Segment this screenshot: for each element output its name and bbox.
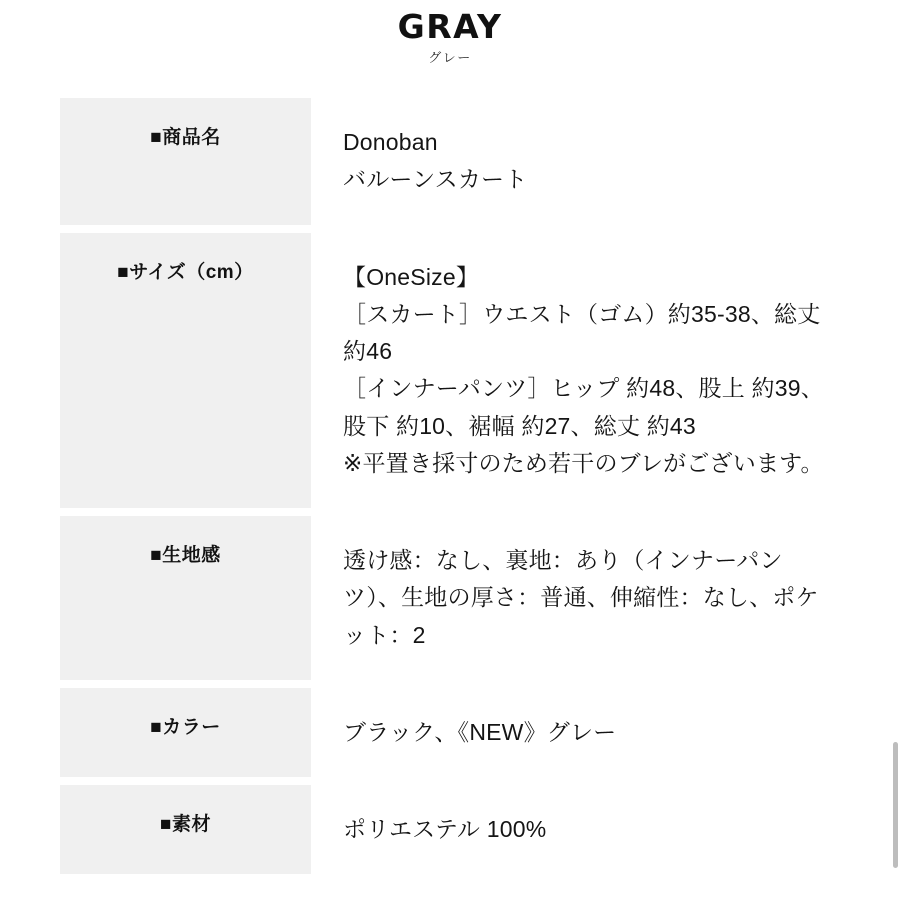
color-heading-subtitle: グレー [428,49,472,65]
spec-line: ※平置き採寸のため若干のブレがございます。 [343,449,824,476]
spec-line: バルーンスカート [343,166,528,193]
product-spec-table [60,90,840,882]
spec-label-material: ■素材 [60,785,311,874]
spec-value-color [311,688,840,777]
spec-line: ブラック、《NEW》グレー [343,718,617,745]
spec-line: ポリエステル 100% [343,816,547,842]
color-heading [0,0,900,72]
spec-value-material [311,785,840,874]
table-row [60,688,840,777]
spec-value-fabric-feel [311,516,840,680]
spec-value-product-name [311,98,840,225]
table-row [60,233,840,509]
spec-label-product-name: ■商品名 [60,98,311,225]
spec-line: 透け感：なし、裏地：あり（インナーパンツ）、生地の厚さ：普通、伸縮性：なし、ポケット：2 [343,547,819,648]
spec-line: ［スカート］ウエスト（ゴム）約35-38、総丈 約46 [343,300,821,364]
spec-label-color: ■カラー [60,688,311,777]
spec-label-size: ■サイズ（cm） [60,233,311,509]
spec-line: Donoban [343,129,438,155]
table-row [60,785,840,874]
table-row [60,98,840,225]
page-scrollbar-thumb[interactable] [893,742,898,868]
spec-line: ［インナーパンツ］ヒップ 約48、股上 約39、股下 約10、裾幅 約27、総丈 約43 [343,375,824,439]
spec-value-size [311,233,840,509]
spec-line: 【OneSize】 [343,263,480,290]
table-row [60,516,840,680]
page-scrollbar[interactable] [890,0,900,900]
spec-label-fabric-feel: ■生地感 [60,516,311,680]
color-heading-title: GRAY [397,7,503,47]
